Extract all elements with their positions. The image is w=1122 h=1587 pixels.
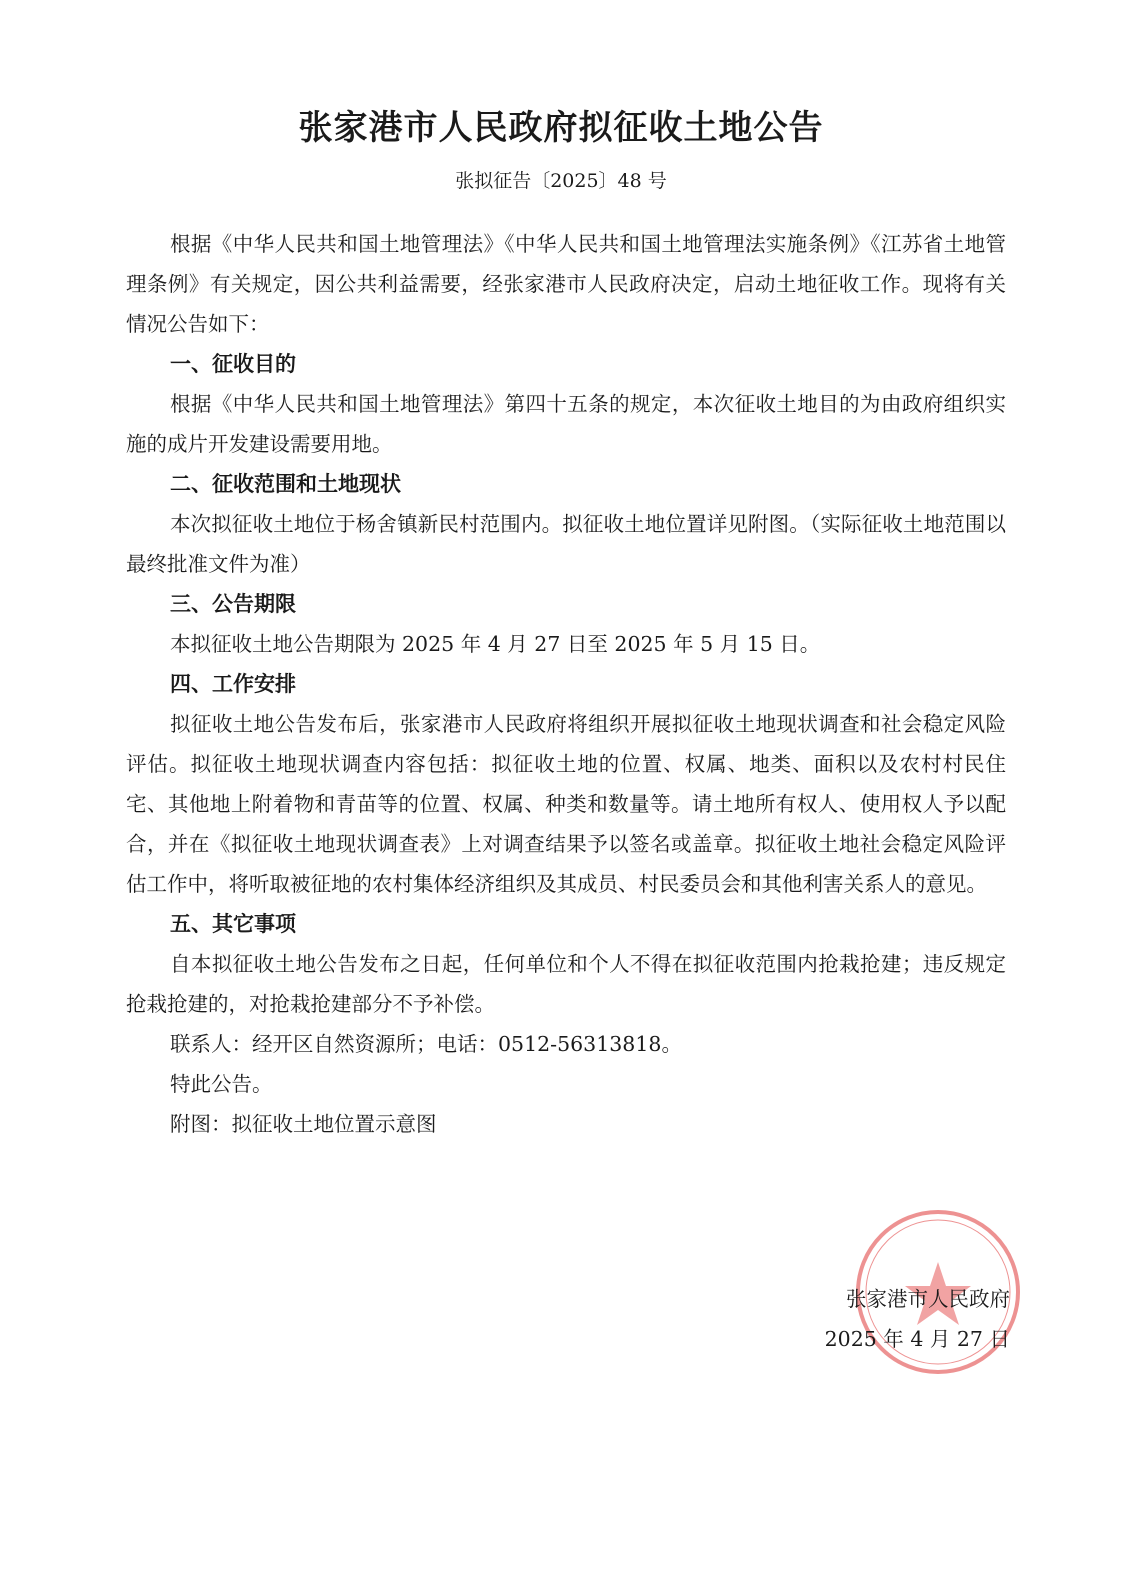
section-paragraph: 根据《中华人民共和国土地管理法》第四十五条的规定，本次征收土地目的为由政府组织实施的成片开发建设需要用地。 [126,392,1006,456]
section-paragraph: 本拟征收土地公告期限为 2025 年 4 月 27 日至 2025 年 5 月 15 日。 [170,632,821,656]
issuer-name: 张家港市人民政府 [846,1287,1010,1311]
section-paragraph: 自本拟征收土地公告发布之日起，任何单位和个人不得在拟征收范围内抢栽抢建；违反规定抢栽抢建的，对抢栽抢建部分不予补偿。 [126,952,1006,1016]
section-heading-period: 三、公告期限 [170,592,296,616]
section-heading-other: 五、其它事项 [170,912,296,936]
section-paragraph: 拟征收土地公告发布后，张家港市人民政府将组织开展拟征收土地现状调查和社会稳定风险评估。拟征收土地现状调查内容包括：拟征收土地的位置、权属、地类、面积以及农村村民住宅、其他地上附着物和青苗等的位置、权属、种类和数量等。请土地所有权人、使用权人予以配合，并在《拟征收土地现状调查表》上对调查结果予以签名或盖章。拟征收土地社会稳定风险评估工作中，将听取被征地的农村集体经济组织及其成员、村民委员会和其他利害关系人的意见。 [126,712,1006,896]
attachment-line: 附图：拟征收土地位置示意图 [170,1112,437,1136]
section-heading-scope: 二、征收范围和土地现状 [170,472,401,496]
document-body [126,224,1006,1144]
document-number: 张拟征告〔2025〕48 号 [455,170,667,192]
issue-date: 2025 年 4 月 27 日 [824,1327,1010,1351]
section-paragraph: 本次拟征收土地位于杨舍镇新民村范围内。拟征收土地位置详见附图。（实际征收土地范围以最终批准文件为准） [126,512,1006,576]
section-heading-purpose: 一、征收目的 [170,352,296,376]
intro-paragraph: 根据《中华人民共和国土地管理法》《中华人民共和国土地管理法实施条例》《江苏省土地管理条例》有关规定，因公共利益需要，经张家港市人民政府决定，启动土地征收工作。现将有关情况公告如下： [126,232,1006,336]
section-heading-arrangement: 四、工作安排 [170,672,296,696]
contact-line: 联系人：经开区自然资源所；电话：0512-56313818。 [170,1032,682,1056]
closing-line: 特此公告。 [170,1072,273,1096]
document-title: 张家港市人民政府拟征收土地公告 [298,108,824,148]
